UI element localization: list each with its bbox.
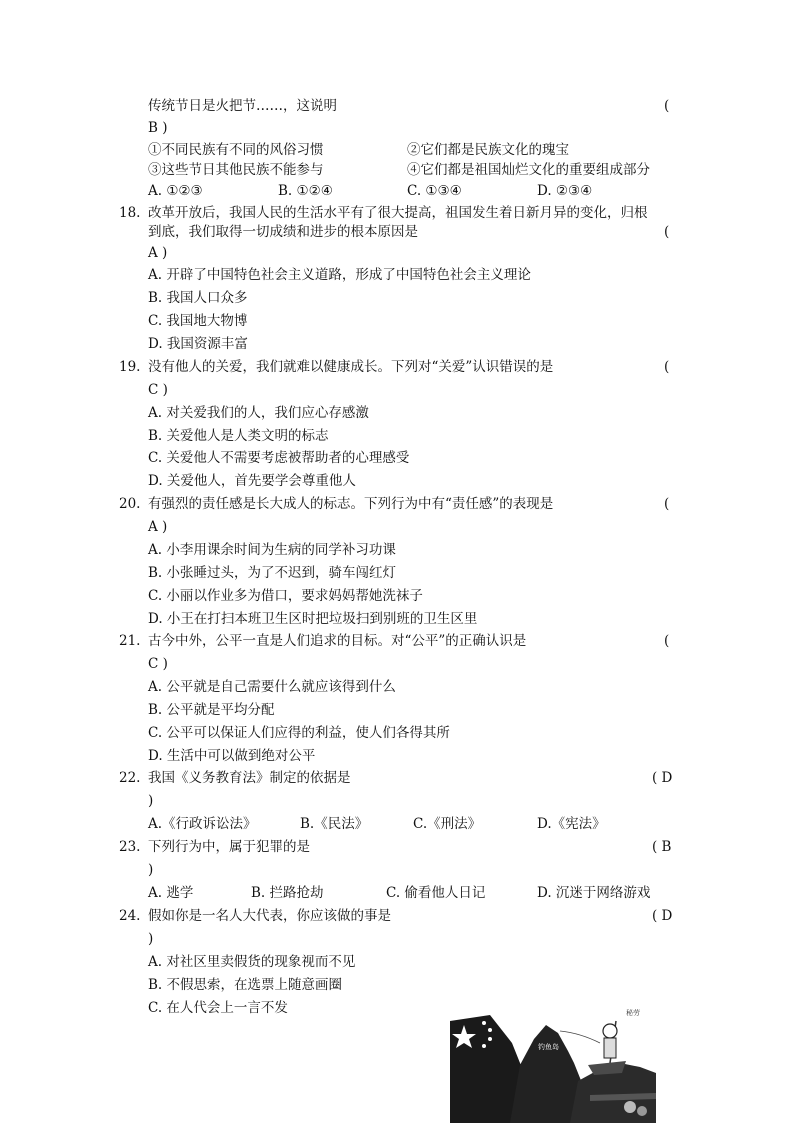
q22-option-c: C.《刑法》 bbox=[413, 816, 482, 832]
q22-option-d: D.《宪法》 bbox=[537, 816, 606, 832]
q21-option-c: C. 公平可以保证人们应得的利益，使人们各得其所 bbox=[148, 725, 450, 741]
q23-option-d: D. 沉迷于网络游戏 bbox=[537, 885, 651, 901]
q17-answer: B ) bbox=[148, 120, 168, 136]
q20-option-a: A. 小李用课余时间为生病的同学补习功课 bbox=[148, 542, 396, 558]
cartoon-corner-label: 秘劳 bbox=[626, 1009, 640, 1017]
q18-stem-line-1: 改革开放后，我国人民的生活水平有了很大提高，祖国发生着日新月异的变化，归根 bbox=[148, 205, 648, 221]
q23-number: 23. bbox=[119, 839, 141, 855]
q23-paren: ( B bbox=[652, 839, 672, 855]
q17-choice-a: A. ①②③ bbox=[148, 183, 203, 199]
q20-answer: A ) bbox=[148, 519, 168, 535]
q24-stem: 假如你是一名人大代表，你应该做的事是 bbox=[148, 908, 391, 924]
q22-number: 22. bbox=[119, 770, 141, 786]
q24-answer: ) bbox=[148, 931, 154, 947]
q24-paren: ( D bbox=[652, 908, 673, 924]
q22-answer: ) bbox=[148, 793, 154, 809]
q20-stem: 有强烈的责任感是长大成人的标志。下列行为中有“责任感”的表现是 bbox=[148, 496, 554, 512]
q20-number: 20. bbox=[119, 496, 141, 512]
q20-option-c: C. 小丽以作业多为借口，要求妈妈帮她洗袜子 bbox=[148, 588, 423, 604]
q21-number: 21. bbox=[119, 633, 141, 649]
q21-stem: 古今中外，公平一直是人们追求的目标。对“公平”的正确认识是 bbox=[148, 633, 527, 649]
q23-stem: 下列行为中，属于犯罪的是 bbox=[148, 839, 310, 855]
q19-number: 19. bbox=[119, 359, 141, 375]
q20-option-d: D. 小王在打扫本班卫生区时把垃圾扫到别班的卫生区里 bbox=[148, 611, 478, 627]
q17-statement-4: ④它们都是祖国灿烂文化的重要组成部分 bbox=[407, 162, 650, 178]
q22-option-b: B.《民法》 bbox=[300, 816, 369, 832]
q21-option-a: A. 公平就是自己需要什么就应该得到什么 bbox=[148, 679, 396, 695]
q22-stem: 我国《义务教育法》制定的依据是 bbox=[148, 770, 351, 786]
q21-option-b: B. 公平就是平均分配 bbox=[148, 702, 275, 718]
q19-option-d: D. 关爱他人，首先要学会尊重他人 bbox=[148, 473, 356, 489]
diaoyu-island-cartoon bbox=[450, 1003, 656, 1123]
q19-paren: ( bbox=[664, 359, 670, 375]
q24-option-a: A. 对社区里卖假货的现象视而不见 bbox=[148, 954, 356, 970]
q19-option-a: A. 对关爱我们的人，我们应心存感激 bbox=[148, 405, 369, 421]
q19-answer: C ) bbox=[148, 382, 168, 398]
q23-answer: ) bbox=[148, 862, 154, 878]
q18-option-c: C. 我国地大物博 bbox=[148, 313, 248, 329]
q18-answer: A ) bbox=[148, 245, 168, 261]
q23-option-c: C. 偷看他人日记 bbox=[386, 885, 486, 901]
q19-stem: 没有他人的关爱，我们就难以健康成长。下列对“关爱”认识错误的是 bbox=[148, 359, 554, 375]
q20-option-b: B. 小张睡过头，为了不迟到，骑车闯红灯 bbox=[148, 565, 397, 581]
q19-option-c: C. 关爱他人不需要考虑被帮助者的心理感受 bbox=[148, 450, 410, 466]
q17-statement-1: ①不同民族有不同的风俗习惯 bbox=[148, 142, 324, 158]
q18-stem-line-2: 到底，我们取得一切成绩和进步的根本原因是 bbox=[148, 224, 418, 240]
cartoon-island-label: 钓鱼岛 bbox=[538, 1043, 559, 1051]
q18-number: 18. bbox=[119, 205, 141, 221]
q21-answer: C ) bbox=[148, 656, 168, 672]
q21-paren: ( bbox=[664, 633, 670, 649]
q20-paren: ( bbox=[664, 496, 670, 512]
q17-choice-c: C. ①③④ bbox=[407, 183, 462, 199]
q17-choice-d: D. ②③④ bbox=[537, 183, 593, 199]
q21-option-d: D. 生活中可以做到绝对公平 bbox=[148, 748, 316, 764]
q23-option-b: B. 拦路抢劫 bbox=[251, 885, 324, 901]
q17-statement-3: ③这些节日其他民族不能参与 bbox=[148, 162, 324, 178]
q18-option-b: B. 我国人口众多 bbox=[148, 290, 248, 306]
q18-paren: ( bbox=[664, 224, 670, 240]
q24-option-b: B. 不假思索，在选票上随意画圈 bbox=[148, 977, 343, 993]
q17-statement-2: ②它们都是民族文化的瑰宝 bbox=[407, 142, 569, 158]
q18-option-a: A. 开辟了中国特色社会主义道路，形成了中国特色社会主义理论 bbox=[148, 267, 531, 283]
q17-choice-b: B. ①②④ bbox=[278, 183, 333, 199]
q17-stem: 传统节日是火把节……，这说明 bbox=[148, 98, 337, 114]
q19-option-b: B. 关爱他人是人类文明的标志 bbox=[148, 428, 329, 444]
q17-paren: ( bbox=[664, 98, 670, 114]
q22-option-a: A.《行政诉讼法》 bbox=[148, 816, 257, 832]
q18-option-d: D. 我国资源丰富 bbox=[148, 336, 248, 352]
q22-paren: ( D bbox=[652, 770, 673, 786]
q24-option-c: C. 在人代会上一言不发 bbox=[148, 1000, 288, 1016]
q23-option-a: A. 逃学 bbox=[148, 885, 194, 901]
q24-number: 24. bbox=[119, 908, 141, 924]
